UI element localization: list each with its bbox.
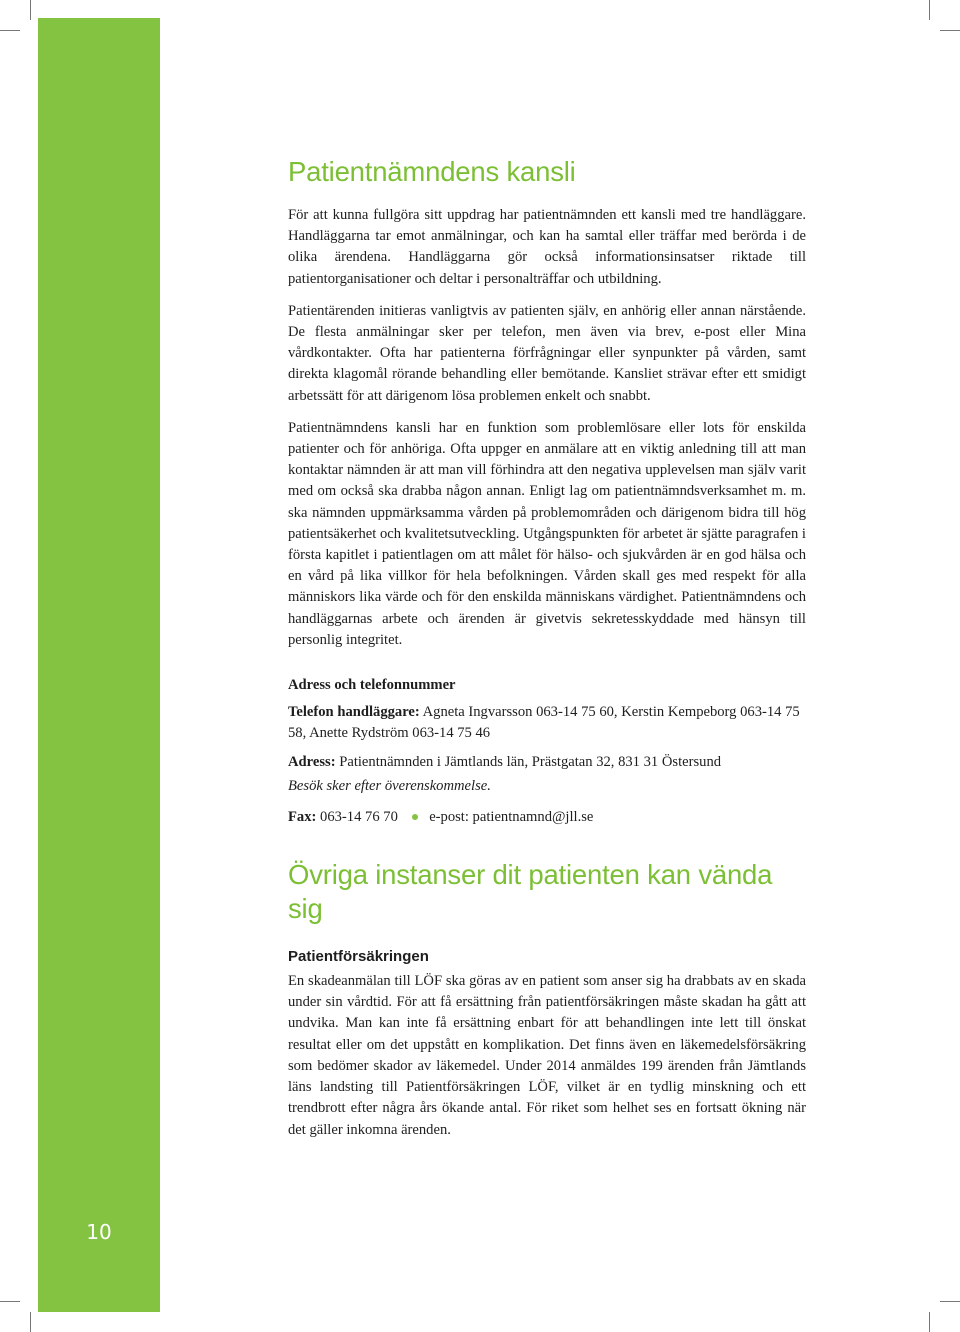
paragraph: För att kunna fullgöra sitt uppdrag har patientnämnden ett kansli med tre handläggare. Handläggarna tar emot anmälningar, och kan ha samtal eller träffar med berörda i de olika ärendena. Handläggarna gör också informationsinsatser riktade till patientorganisationer och deltar i personalträffar och utbildning. [288, 207, 806, 287]
page-number: 10 [86, 1220, 112, 1244]
section-title: Patientnämndens kansli [288, 156, 576, 187]
bullet-dot-icon [412, 814, 418, 820]
crop-mark [0, 30, 20, 31]
crop-mark [30, 0, 31, 20]
green-side-bar [38, 18, 160, 1312]
phone-line [288, 702, 806, 744]
subsection-title: Patientförsäkringen [288, 948, 429, 966]
address-label: Adress: [288, 754, 336, 771]
phone-label: Telefon handläggare: [288, 704, 420, 721]
paragraph: En skadeanmälan till LÖF ska göras av en patient som anser sig ha drabbats av en skada under sin vårdtid. För att få ersättning från patientförsäkringen måste skadan ha gått att undvika. Man kan inte få ersättning enbart för att behandlingen inte lett till önskat resultat eller om det uppstått en komplikation. Det finns även en läkemedelsförsäkring som bedömer skador av läkemedel. Under 2014 anmäldes 199 ärenden från Jämtlands läns landsting till Patientförsäkringen LÖF, vilket är en tydlig minskning och ett trendbrott efter några års ökande antal. För riket som helhet ses en fortsatt ökning när det gäller inkomna ärenden. [288, 973, 806, 1138]
email-text[interactable]: e-post: patientnamnd@jll.se [429, 808, 594, 825]
paragraph: Patientnämndens kansli har en funktion som problemlösare eller lots för enskilda patienter och för anhöriga. Ofta uppger en anmälare att en viktig anledning till att man kontaktar nämnden är att man vill förhindra att den negativa upplevelsen man själv varit med om också ska drabba någon annan. Enligt lag om patientnämndsverksamhet m. m. ska nämnden uppmärksamma vården på problemområden och därigenom bidra till hög patientsäkerhet och kvalitetsutveckling. Utgångspunkten för arbetet är sjätte paragrafen i första kapitlet i patientlagen om att målet för hälso- och sjukvården är en god hälsa och en vård på lika villkor för hela befolkningen. Vården skall ges med respekt för alla människors lika värde och för den enskilda människans värdighet. Patientnämndens och handläggarnas arbete och ärenden är givetvis sekretesskyddade med hänsyn till personlig integritet. [288, 419, 806, 648]
paragraph: Patientärenden initieras vanligtvis av patienten själv, en anhörig eller annan närstående. De flesta anmälningar sker per telefon, men även via brev, e-post eller Mina vårdkontakter. Ofta har patienterna förfrågningar eller synpunkter på vården, samt direkta klagomål rörande behandling eller bemötande. Kansliet strävar efter ett smidigt arbetssätt för att därigenom lösa problemen enkelt och snabbt. [288, 302, 806, 404]
phone-value: Agneta Ingvarsson 063-14 75 60, Kerstin Kempeborg 063-14 75 58, Anette Rydström 063-14 75 46 [288, 704, 800, 742]
address-heading: Adress och telefonnummer [288, 677, 456, 694]
crop-mark [940, 1301, 960, 1302]
crop-mark [30, 1312, 31, 1332]
visit-note: Besök sker efter överenskommelse. [288, 777, 491, 794]
crop-mark [929, 0, 930, 20]
crop-mark [929, 1312, 930, 1332]
fax-email-line [288, 807, 806, 828]
fax-value: 063-14 76 70 [320, 808, 398, 825]
page-content [288, 155, 806, 1152]
address-value: Patientnämnden i Jämtlands län, Prästgatan 32, 831 31 Östersund [339, 754, 722, 771]
crop-mark [940, 30, 960, 31]
section-title: Övriga instanser dit patienten kan vända sig [288, 859, 773, 925]
address-line [288, 752, 806, 773]
fax-label: Fax: [288, 808, 317, 825]
crop-mark [0, 1301, 20, 1302]
